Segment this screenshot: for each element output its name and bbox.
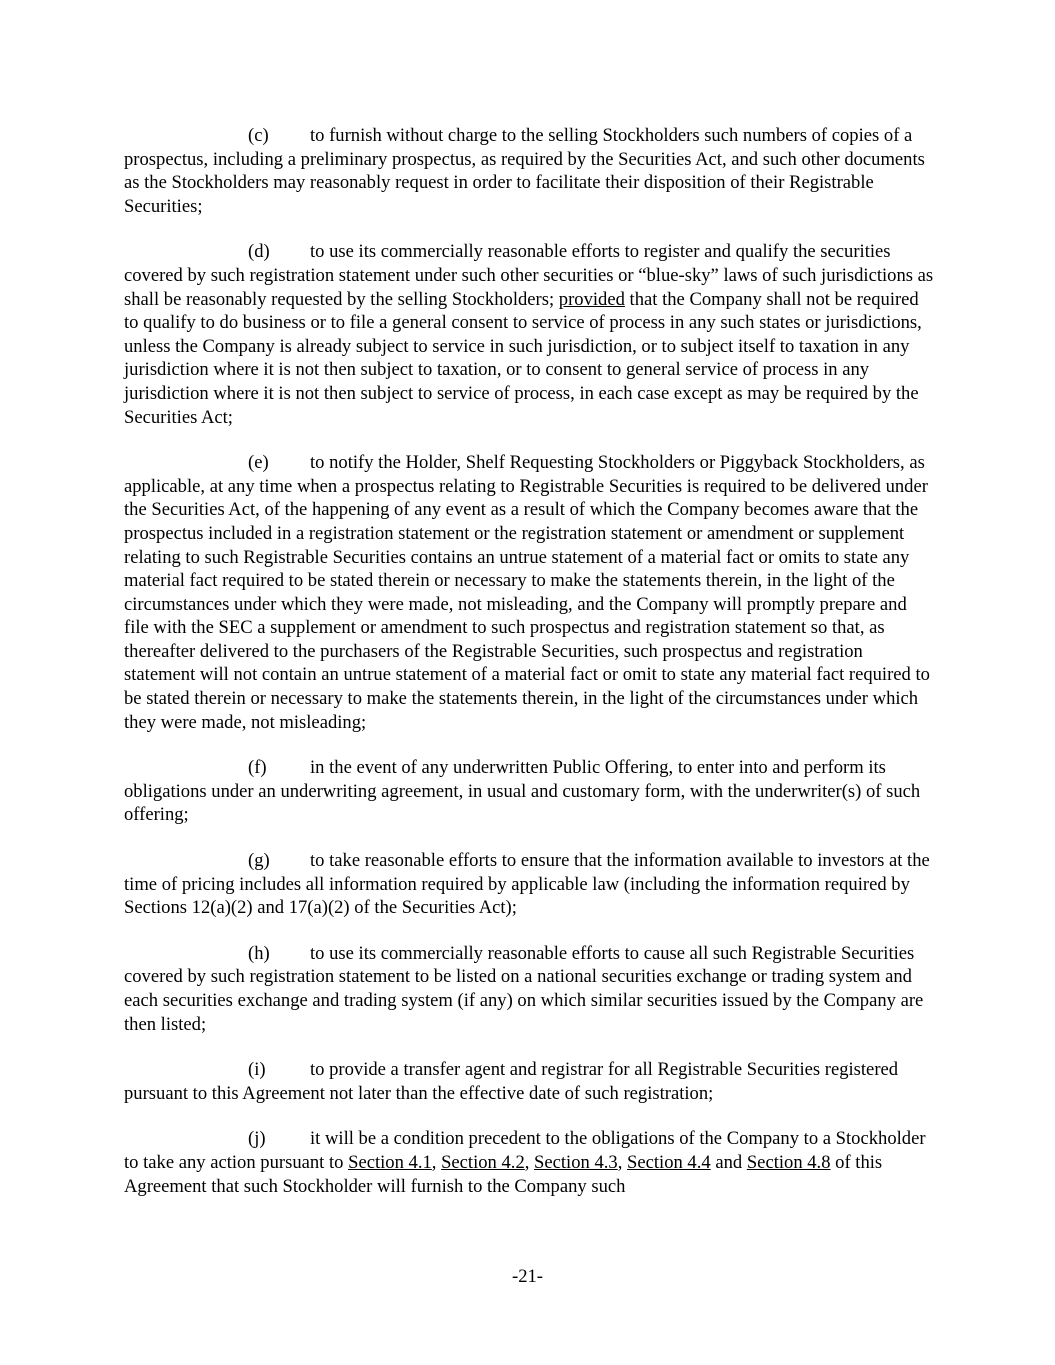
separator: , <box>617 1151 628 1173</box>
clause-label: (e) <box>248 452 269 474</box>
clause-j <box>124 1127 936 1198</box>
clause-text: to use its commercially reasonable efforts to cause all such Registrable Securities covered by such registration statement to be listed on a national securities exchange or trading system and each securities exchange and trading system (if any) on which similar securities issued by the Company are then listed; <box>124 942 924 1035</box>
section-link-4-1[interactable]: Section 4.1 <box>348 1151 432 1173</box>
clause-i <box>124 1058 936 1105</box>
page-number: -21- <box>512 1266 543 1287</box>
section-link-4-2[interactable]: Section 4.2 <box>441 1151 525 1173</box>
clause-text-continued: of this Agreement that such Stockholder will furnish to the Company such <box>124 1151 883 1197</box>
clause-label: (j) <box>248 1128 266 1150</box>
clause-label: (h) <box>248 942 270 964</box>
clause-g <box>124 849 936 920</box>
clause-label: (d) <box>248 241 270 263</box>
clause-label: (f) <box>248 757 267 779</box>
clause-text: in the event of any underwritten Public Offering, to enter into and perform its obligations under an underwriting agreement, in usual and customary form, with the underwriter(s) of such offering; <box>124 757 921 826</box>
clause-label: (i) <box>248 1059 266 1081</box>
section-link-4-8[interactable]: Section 4.8 <box>746 1151 831 1173</box>
clause-c <box>124 124 936 218</box>
clause-h <box>124 942 936 1036</box>
separator: and <box>710 1151 747 1173</box>
clause-text: to provide a transfer agent and registrar for all Registrable Securities registered pursuant to this Agreement not later than the effective date of such registration; <box>124 1059 899 1104</box>
section-link-4-4[interactable]: Section 4.4 <box>627 1151 711 1173</box>
clause-label: (c) <box>248 125 269 146</box>
clause-e <box>124 451 936 734</box>
clause-text: it will be a condition precedent to the obligations of the Company to a Stockholder to take any action pursuant to <box>124 1128 926 1173</box>
clause-text: to take reasonable efforts to ensure that the information available to investors at the time of pricing includes all information required by applicable law (including the information required by Sections 12(a)(2) and 17(a)(2) of the Securities Act); <box>124 850 930 919</box>
separator: , <box>431 1151 442 1173</box>
clause-f <box>124 756 936 827</box>
clause-d <box>124 240 936 429</box>
clause-text: to furnish without charge to the selling Stockholders such numbers of copies of a prospectus, including a preliminary prospectus, as required by the Securities Act, and such other documents as the Stockholders may reasonably request in order to facilitate their disposition of their Registrable Securities; <box>124 125 925 217</box>
document-page <box>124 124 936 1220</box>
clause-text-continued: that the Company shall not be required to qualify to do business or to file a general consent to service of process in any such states or jurisdictions, unless the Company is already subject to service in such jurisdiction, or to subject itself to taxation in any jurisdiction where it is not then subject to taxation, or to consent to general service of process in any jurisdiction where it is not then subject to service of process, in each case except as may be required by the Securities Act; <box>124 288 922 428</box>
separator: , <box>524 1151 535 1173</box>
clause-label: (g) <box>248 850 270 872</box>
clause-text: to use its commercially reasonable efforts to register and qualify the securities covered by such registration statement under such other securities or “blue-sky” laws of such jurisdictions as shall be reasonably requested by the selling Stockholders; <box>124 241 934 310</box>
section-link-4-3[interactable]: Section 4.3 <box>534 1151 618 1173</box>
clause-text: to notify the Holder, Shelf Requesting Stockholders or Piggyback Stockholders, as applicable, at any time when a prospectus relating to Registrable Securities is required to be delivered under the Securities Act, of the happening of any event as a result of which the Company becomes aware that the prospectus included in a registration statement or the registration statement or amendment or supplement relating to such Registrable Securities contains an untrue statement of a material fact or omits to state any material fact required to be stated therein or necessary to make the statements therein, in the light of the circumstances under which they were made, not misleading, and the Company will promptly prepare and file with the SEC a supplement or amendment to such prospectus and registration statement so that, as thereafter delivered to the purchasers of the Registrable Securities, such prospectus and registration statement will not contain an untrue statement of a material fact or omit to state any material fact required to be stated therein or necessary to make the statements therein, in the light of the circumstances under which they were made, not misleading; <box>124 452 930 733</box>
provided-emphasis: provided <box>558 288 625 310</box>
